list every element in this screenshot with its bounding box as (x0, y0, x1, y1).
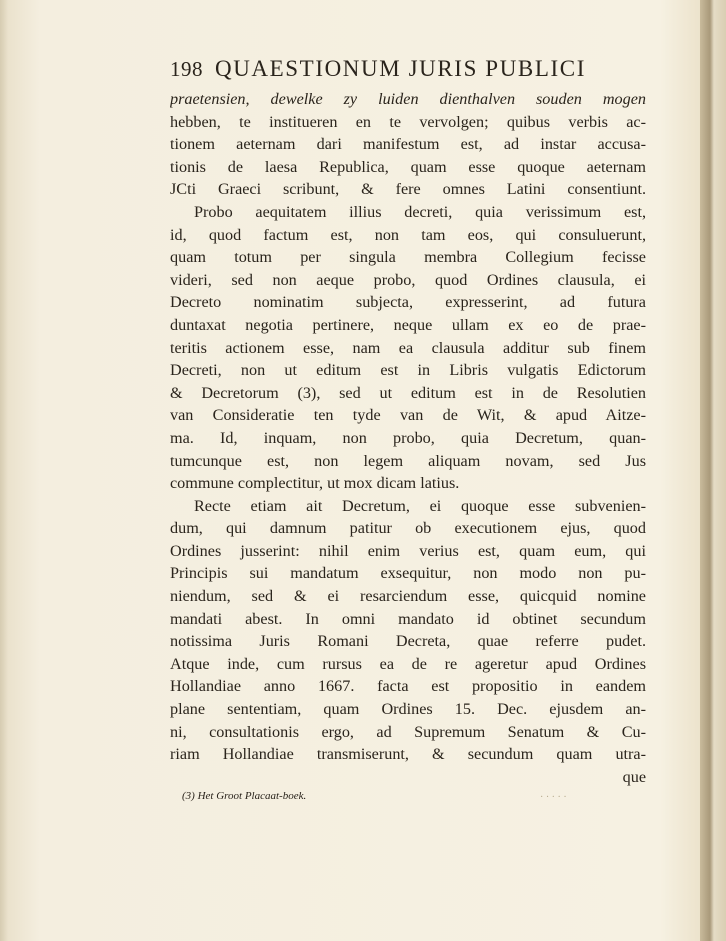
book-binding (700, 0, 726, 941)
text-line: Decreti, non ut editum est in Libris vulgatis Edictorum (170, 361, 646, 380)
text-line: plane sententiam, quam Ordines 15. Dec. ejusdem an- (170, 700, 646, 719)
text-line: & Decretorum (3), sed ut editum est in de Resolutien (170, 383, 646, 402)
text-line: niendum, sed & ei resarciendum esse, quicquid nomine (170, 587, 646, 606)
text-line: Recte etiam ait Decretum, ei quoque esse subvenien- (194, 496, 646, 515)
text-line: hebben, te institueren en te vervolgen; quibus verbis ac- (170, 112, 646, 131)
ink-bleed-mark: · · · · · (540, 792, 567, 803)
text-line: van Consideratie ten tyde van de Wit, & apud Aitze- (170, 406, 646, 425)
text-line: tionem aeternam dari manifestum est, ad instar accusa- (170, 135, 646, 154)
text-line: tionis de laesa Republica, quam esse quoque aeternam (170, 157, 646, 176)
text-line: videri, sed non aeque probo, quod Ordines clausula, ei (170, 270, 646, 289)
footnote: (3) Het Groot Placaat-boek. (182, 790, 307, 802)
page-number: 198 (170, 57, 203, 81)
text-line: Probo aequitatem illius decreti, quia verissimum est, (194, 202, 646, 221)
text-line: Ordines jusserint: nihil enim verius est, quam eum, qui (170, 541, 646, 560)
text-line: Decreto nominatim subjecta, expresserint, ad futura (170, 293, 646, 312)
text-line: id, quod factum est, non tam eos, qui consuluerunt, (170, 225, 646, 244)
text-line: quam totum per singula membra Collegium fecisse (170, 248, 646, 267)
text-line: Hollandiae anno 1667. facta est propositio in eandem (170, 677, 646, 696)
page-header (170, 56, 646, 82)
text-line: JCti Graeci scribunt, & fere omnes Latini consentiunt. (170, 180, 646, 199)
page-edge-shadow (0, 0, 8, 941)
catchword: que (622, 767, 646, 786)
text-line: tumcunque est, non legem aliquam novam, sed Jus (170, 451, 646, 470)
text-line: ni, consultationis ergo, ad Supremum Senatum & Cu- (170, 722, 646, 741)
page-text-block (170, 56, 646, 788)
running-head: QUAESTIONUM JURIS PUBLICI (215, 56, 586, 81)
text-line: Principis sui mandatum exsequitur, non modo non pu- (170, 564, 646, 583)
text-line: Atque inde, cum rursus ea de re ageretur apud Ordines (170, 654, 646, 673)
text-line: commune complectitur, ut mox dicam latius. (170, 474, 460, 493)
text-line: praetensien, dewelke zy luiden dienthalven souden mogen (170, 90, 646, 108)
text-line: mandati abest. In omni mandato id obtinet secundum (170, 609, 646, 628)
text-line: teritis actionem esse, nam ea clausula additur sub finem (170, 338, 646, 357)
text-line: dum, qui damnum patitur ob executionem ejus, quod (170, 519, 646, 538)
text-line: riam Hollandiae transmiserunt, & secundum quam utra- (170, 745, 646, 764)
text-line: ma. Id, inquam, non probo, quia Decretum, quan- (170, 428, 646, 447)
text-line: notissima Juris Romani Decreta, quae referre pudet. (170, 632, 646, 651)
text-line: duntaxat negotia pertinere, neque ullam ex eo de prae- (170, 315, 646, 334)
